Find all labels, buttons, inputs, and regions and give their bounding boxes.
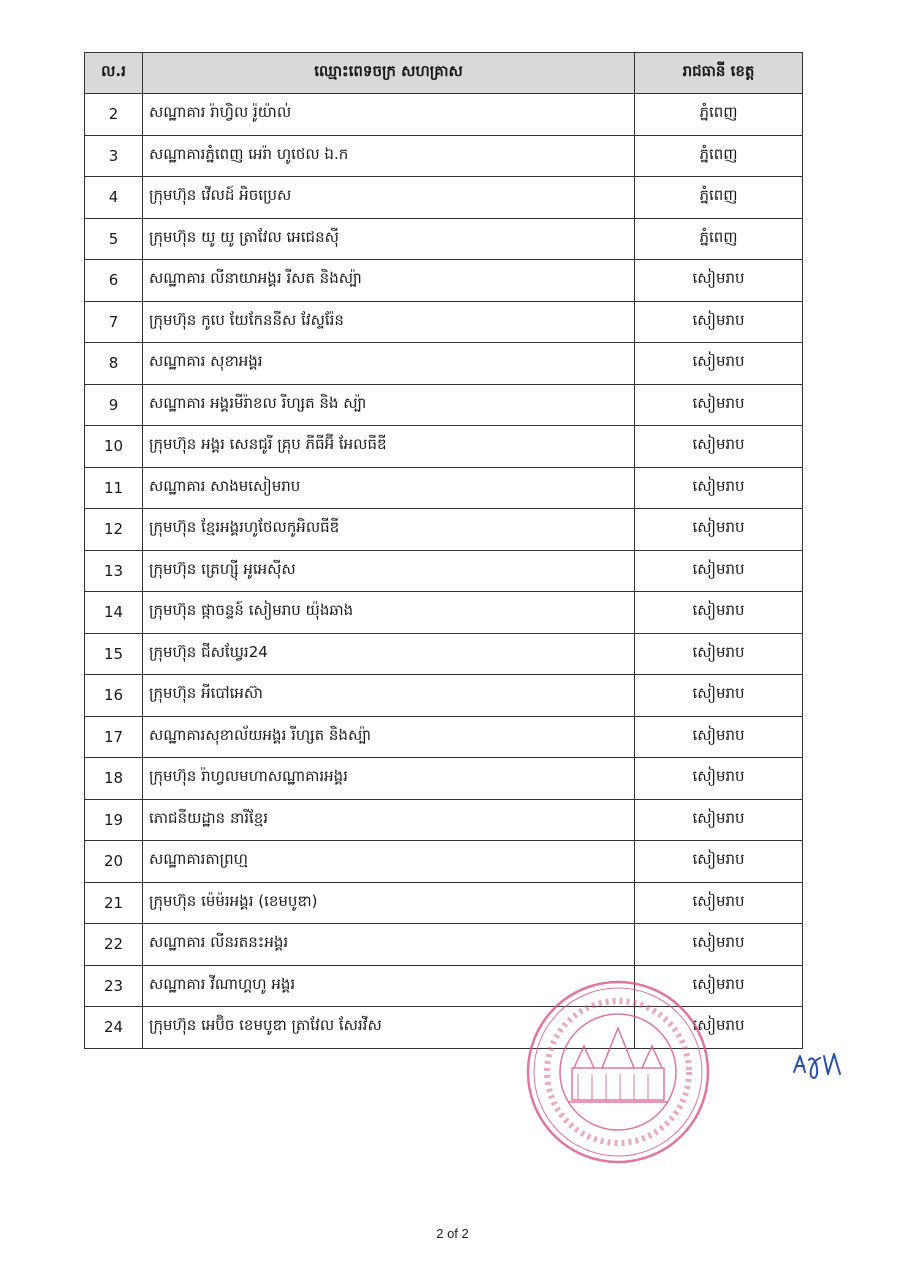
table-row bbox=[85, 260, 803, 302]
table-row bbox=[85, 135, 803, 177]
row-number: 3 bbox=[85, 135, 143, 177]
province-name: សៀមរាប bbox=[635, 592, 803, 634]
table-header-row bbox=[85, 53, 803, 94]
row-number: 15 bbox=[85, 633, 143, 675]
province-name: សៀមរាប bbox=[635, 1007, 803, 1049]
province-name: សៀមរាប bbox=[635, 343, 803, 385]
province-name: ភ្នំពេញ bbox=[635, 177, 803, 219]
row-number: 2 bbox=[85, 94, 143, 136]
table-row bbox=[85, 384, 803, 426]
enterprise-name: ក្រុមហ៊ុន វើលដ៍ អិចប្រេស bbox=[143, 177, 635, 219]
row-number: 6 bbox=[85, 260, 143, 302]
enterprise-name: ក្រុមហ៊ុន អង្គរ សេនជូរី គ្រុប ភីធីអ៊ី អែលធីឌី bbox=[143, 426, 635, 468]
province-name: សៀមរាប bbox=[635, 260, 803, 302]
table-row bbox=[85, 426, 803, 468]
row-number: 16 bbox=[85, 675, 143, 717]
enterprise-name: សណ្ឋាគារ លីនាយាអង្គរ រីសត និងស្ប៉ា bbox=[143, 260, 635, 302]
province-name: សៀមរាប bbox=[635, 550, 803, 592]
province-name: សៀមរាប bbox=[635, 467, 803, 509]
province-name: សៀមរាប bbox=[635, 882, 803, 924]
row-number: 14 bbox=[85, 592, 143, 634]
header-number: ល.រ bbox=[85, 53, 143, 94]
province-name: សៀមរាប bbox=[635, 384, 803, 426]
row-number: 22 bbox=[85, 924, 143, 966]
handwritten-initials-signature bbox=[790, 1048, 846, 1082]
table-row bbox=[85, 924, 803, 966]
row-number: 4 bbox=[85, 177, 143, 219]
table-row bbox=[85, 550, 803, 592]
page-number: 2 of 2 bbox=[436, 1226, 469, 1241]
province-name: សៀមរាប bbox=[635, 633, 803, 675]
header-enterprise-name: ឈ្មោះពេទចក្រ សហគ្រាស bbox=[143, 53, 635, 94]
enterprise-name: ក្រុមហ៊ុន ផ្កាចន្ទន៍ សៀមរាប យ៉ុងឆាង bbox=[143, 592, 635, 634]
province-name: សៀមរាប bbox=[635, 965, 803, 1007]
enterprise-name: សណ្ឋាគារ សាងមសៀមរាប bbox=[143, 467, 635, 509]
enterprise-name: ក្រុមហ៊ុន រ៉ាហ្វលមហាសណ្ឋាគារអង្គរ bbox=[143, 758, 635, 800]
table-row bbox=[85, 94, 803, 136]
enterprise-name: ក្រុមហ៊ុន អីបៅអេស៊ា bbox=[143, 675, 635, 717]
header-province: រាជធានី ខេត្ត bbox=[635, 53, 803, 94]
table-row bbox=[85, 592, 803, 634]
table-row bbox=[85, 467, 803, 509]
table-row bbox=[85, 218, 803, 260]
table-row bbox=[85, 841, 803, 883]
enterprise-name: សណ្ឋាគារសុខាល័យអង្គរ រីហ្សត និងស្ប៉ា bbox=[143, 716, 635, 758]
enterprise-name: ក្រុមហ៊ុន ខ្មែរអង្គរហូថែលកូអិលធីឌី bbox=[143, 509, 635, 551]
enterprise-name: ភោជនីយដ្ឋាន នារីខ្មែរ bbox=[143, 799, 635, 841]
enterprise-name: ក្រុមហ៊ុន ជីសឃ្វែរ24 bbox=[143, 633, 635, 675]
table-row bbox=[85, 799, 803, 841]
row-number: 12 bbox=[85, 509, 143, 551]
enterprise-name: ក្រុមហ៊ុន យូ យូ ត្រាវែល អេជេនស៊ី bbox=[143, 218, 635, 260]
province-name: សៀមរាប bbox=[635, 799, 803, 841]
enterprise-name: សណ្ឋាគារ សុខាអង្គរ bbox=[143, 343, 635, 385]
province-name: សៀមរាប bbox=[635, 426, 803, 468]
table-row bbox=[85, 509, 803, 551]
document-table-wrapper bbox=[84, 52, 802, 1049]
row-number: 20 bbox=[85, 841, 143, 883]
row-number: 17 bbox=[85, 716, 143, 758]
official-seal-stamp bbox=[522, 976, 714, 1168]
enterprise-name: ក្រុមហ៊ុន អេប៊ិច ខេមបូឌា ត្រាវែល សែរវីស bbox=[143, 1007, 635, 1049]
row-number: 7 bbox=[85, 301, 143, 343]
table-row bbox=[85, 758, 803, 800]
row-number: 11 bbox=[85, 467, 143, 509]
row-number: 8 bbox=[85, 343, 143, 385]
province-name: សៀមរាប bbox=[635, 301, 803, 343]
table-row bbox=[85, 882, 803, 924]
province-name: សៀមរាប bbox=[635, 758, 803, 800]
table-row bbox=[85, 177, 803, 219]
enterprise-name: សណ្ឋាគារ រ៉ាហ្វិល រ៉ូយ៉ាល់ bbox=[143, 94, 635, 136]
table-row bbox=[85, 343, 803, 385]
enterprise-name: ក្រុមហ៊ុន ត្រេហ្ស៊ី អូអេស៊ីស bbox=[143, 550, 635, 592]
table-row bbox=[85, 633, 803, 675]
province-name: សៀមរាប bbox=[635, 675, 803, 717]
enterprise-name: ក្រុមហ៊ុន ម៉េម៉រអង្គរ (ខេមបូឌា) bbox=[143, 882, 635, 924]
province-name: សៀមរាប bbox=[635, 924, 803, 966]
row-number: 10 bbox=[85, 426, 143, 468]
enterprise-name: សណ្ឋាគារភ្នំពេញ អេរ៉ា ហូថេល ឯ.ក bbox=[143, 135, 635, 177]
row-number: 5 bbox=[85, 218, 143, 260]
row-number: 13 bbox=[85, 550, 143, 592]
row-number: 18 bbox=[85, 758, 143, 800]
row-number: 19 bbox=[85, 799, 143, 841]
row-number: 23 bbox=[85, 965, 143, 1007]
enterprise-name: សណ្ឋាគារ វីណាហ្គហូ អង្គរ bbox=[143, 965, 635, 1007]
enterprise-name: សណ្ឋាគារ លីនរតនះអង្គរ bbox=[143, 924, 635, 966]
province-name: ភ្នំពេញ bbox=[635, 94, 803, 136]
enterprise-name: សណ្ឋាគារតាព្រហ្ម bbox=[143, 841, 635, 883]
table-row bbox=[85, 716, 803, 758]
province-name: ភ្នំពេញ bbox=[635, 135, 803, 177]
table-row bbox=[85, 675, 803, 717]
enterprise-name: សណ្ឋាគារ អង្គរមីរ៉ាខល រីហ្សត និង ស្ប៉ា bbox=[143, 384, 635, 426]
enterprise-list-table bbox=[84, 52, 803, 1049]
row-number: 21 bbox=[85, 882, 143, 924]
province-name: សៀមរាប bbox=[635, 716, 803, 758]
province-name: សៀមរាប bbox=[635, 841, 803, 883]
table-row bbox=[85, 301, 803, 343]
province-name: ភ្នំពេញ bbox=[635, 218, 803, 260]
province-name: សៀមរាប bbox=[635, 509, 803, 551]
row-number: 9 bbox=[85, 384, 143, 426]
enterprise-name: ក្រុមហ៊ុន កូបេ យែកែននីស វែស្ទរ៉ែន bbox=[143, 301, 635, 343]
row-number: 24 bbox=[85, 1007, 143, 1049]
